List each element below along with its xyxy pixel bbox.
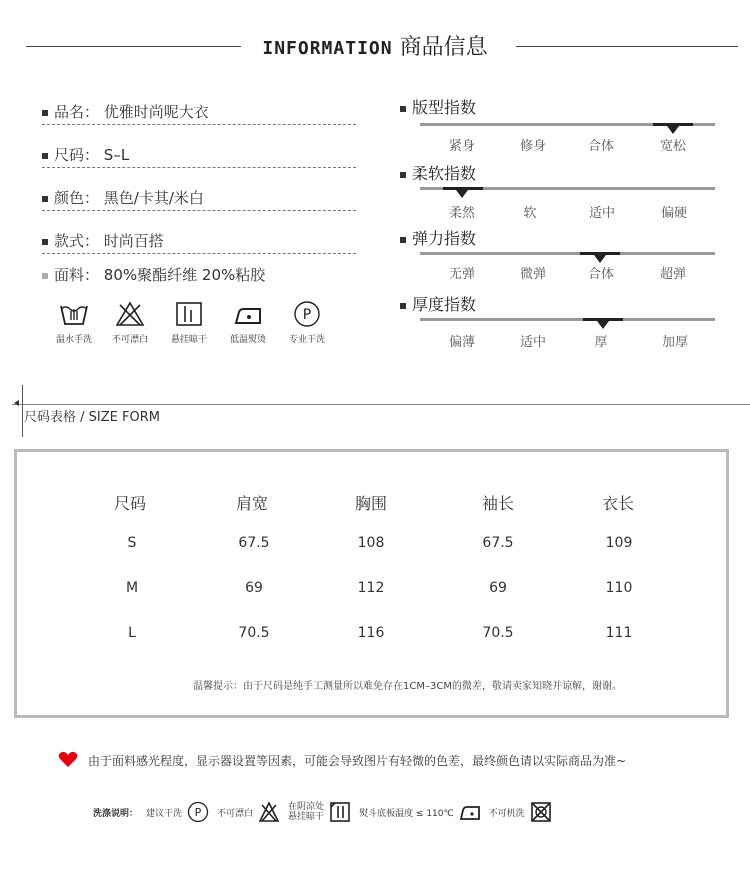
scale-label: 厚 <box>594 335 608 350</box>
index-thickness-bar <box>420 318 715 321</box>
bullet-icon <box>42 110 48 116</box>
bullet-icon <box>42 196 48 202</box>
svg-text:P: P <box>302 307 312 323</box>
svg-text:P: P <box>194 806 202 819</box>
color-disclaimer: 由于面料感光程度，显示器设置等因素，可能会导致图片有轻微的色差，最终颜色请以实际商品为准~ <box>88 754 627 768</box>
no-machine-wash-icon <box>530 801 552 823</box>
scale-label: 修身 <box>519 139 546 154</box>
info-label: 品名： <box>54 103 100 121</box>
table-cell: 69 <box>489 580 507 596</box>
wash-label: 不可机洗 <box>488 808 525 819</box>
wash-label: 悬挂晾干 <box>288 812 325 822</box>
table-header: 衣长 <box>601 494 634 513</box>
info-label: 尺码： <box>54 146 100 164</box>
scale-label: 微弹 <box>519 267 546 282</box>
info-name-row <box>42 101 356 125</box>
table-header: 胸围 <box>354 494 387 513</box>
hang-dry-icon <box>173 300 205 328</box>
table-cell: 67.5 <box>238 535 270 551</box>
bullet-icon <box>400 303 406 309</box>
table-cell: L <box>128 625 136 641</box>
index-fit-pointer-icon <box>667 126 679 134</box>
table-cell: 70.5 <box>482 625 514 641</box>
table-cell: S <box>127 535 137 551</box>
section-arrow-icon <box>14 400 19 406</box>
care-label: 不可漂白 <box>111 335 148 345</box>
scale-label: 偏硬 <box>660 206 687 221</box>
care-hand-wash <box>44 300 104 345</box>
size-form-title: 尺码表格 / SIZE FORM <box>24 410 160 425</box>
iron-icon <box>459 801 481 823</box>
care-label: 温水手洗 <box>55 335 92 345</box>
info-style-row <box>42 230 356 254</box>
table-cell: 70.5 <box>238 625 270 641</box>
scale-label: 软 <box>523 206 537 221</box>
size-note: 温馨提示：由于尺码是纯手工测量所以难免存在1CM–3CM的微差，敬请卖家知晓并谅解，谢谢。 <box>193 681 622 692</box>
index-title: 柔软指数 <box>412 164 477 183</box>
info-value: 80%聚酯纤维 20%粘胶 <box>103 266 266 284</box>
scale-label: 合体 <box>587 139 614 154</box>
table-cell: 69 <box>245 580 263 596</box>
index-thickness-pointer-icon <box>597 321 609 329</box>
section-tick <box>22 385 23 437</box>
table-header: 袖长 <box>481 494 514 513</box>
table-cell: 116 <box>357 625 385 641</box>
scale-label: 适中 <box>588 206 615 221</box>
title-en: INFORMATION <box>262 38 393 59</box>
care-hang-dry <box>159 300 219 345</box>
scale-label: 柔然 <box>448 206 475 221</box>
info-value: 时尚百搭 <box>103 232 164 250</box>
wash-shade-label <box>288 802 324 822</box>
scale-label: 无弹 <box>448 267 475 282</box>
no-bleach-icon <box>258 801 280 823</box>
bullet-icon <box>42 239 48 245</box>
info-fabric-row <box>42 264 356 287</box>
index-elasticity-pointer-icon <box>594 255 606 263</box>
section-divider <box>12 404 750 405</box>
low-iron-icon <box>232 300 264 328</box>
bullet-icon <box>42 153 48 159</box>
wash-label: 在阴凉处 <box>288 802 325 812</box>
care-label: 低温熨烫 <box>229 335 266 345</box>
index-elasticity-bar <box>420 252 715 255</box>
wash-label: 不可漂白 <box>217 808 254 819</box>
scale-label: 紧身 <box>448 139 475 154</box>
scale-label: 超弹 <box>659 267 686 282</box>
info-color-row <box>42 187 356 211</box>
info-value: 优雅时尚呢大衣 <box>103 103 209 121</box>
table-cell: 109 <box>605 535 633 551</box>
table-header: 尺码 <box>113 494 146 513</box>
wash-label: 熨斗底板温度 ≤ 110℃ <box>359 808 454 819</box>
info-size-row <box>42 144 356 168</box>
care-label: 专业干洗 <box>288 335 325 345</box>
page-title <box>0 30 750 61</box>
wash-title: 洗涤说明： <box>93 808 139 819</box>
bullet-icon <box>400 237 406 243</box>
dry-clean-icon <box>187 801 209 823</box>
info-label: 面料： <box>54 266 100 284</box>
bullet-icon <box>400 172 406 178</box>
no-bleach-icon <box>114 300 146 328</box>
index-softness-pointer-icon <box>456 190 468 198</box>
index-thickness-title <box>400 292 476 315</box>
table-cell: 67.5 <box>482 535 514 551</box>
index-elasticity-title <box>400 226 476 249</box>
table-header: 肩宽 <box>235 494 268 513</box>
wash-label: 建议干洗 <box>146 808 183 819</box>
scale-label: 加厚 <box>661 335 688 350</box>
hand-wash-icon <box>58 300 90 328</box>
care-label: 悬挂晾干 <box>170 335 207 345</box>
table-cell: 111 <box>605 625 633 641</box>
wash-instructions <box>93 800 560 824</box>
table-cell: 110 <box>605 580 633 596</box>
heart-icon <box>58 751 78 768</box>
index-softness-title <box>400 161 476 184</box>
info-label: 款式： <box>54 232 100 250</box>
table-cell: 108 <box>357 535 385 551</box>
scale-label: 偏薄 <box>448 335 475 350</box>
table-cell: 112 <box>357 580 385 596</box>
care-low-iron <box>218 300 278 345</box>
index-title: 弹力指数 <box>412 229 477 248</box>
info-value: S–L <box>103 146 130 164</box>
scale-label: 宽松 <box>659 139 686 154</box>
table-cell: M <box>125 580 139 596</box>
care-no-bleach <box>100 300 160 345</box>
dry-clean-icon <box>291 300 323 328</box>
care-dry-clean <box>277 300 337 345</box>
index-title: 版型指数 <box>412 98 477 117</box>
bullet-icon <box>400 106 406 112</box>
info-label: 颜色： <box>54 189 100 207</box>
shade-dry-icon <box>329 801 351 823</box>
index-title: 厚度指数 <box>412 295 477 314</box>
bullet-icon <box>42 273 48 279</box>
scale-label: 适中 <box>519 335 546 350</box>
index-fit-title <box>400 95 476 118</box>
info-value: 黑色/卡其/米白 <box>103 189 204 207</box>
title-zh: 商品信息 <box>399 35 488 60</box>
scale-label: 合体 <box>587 267 614 282</box>
